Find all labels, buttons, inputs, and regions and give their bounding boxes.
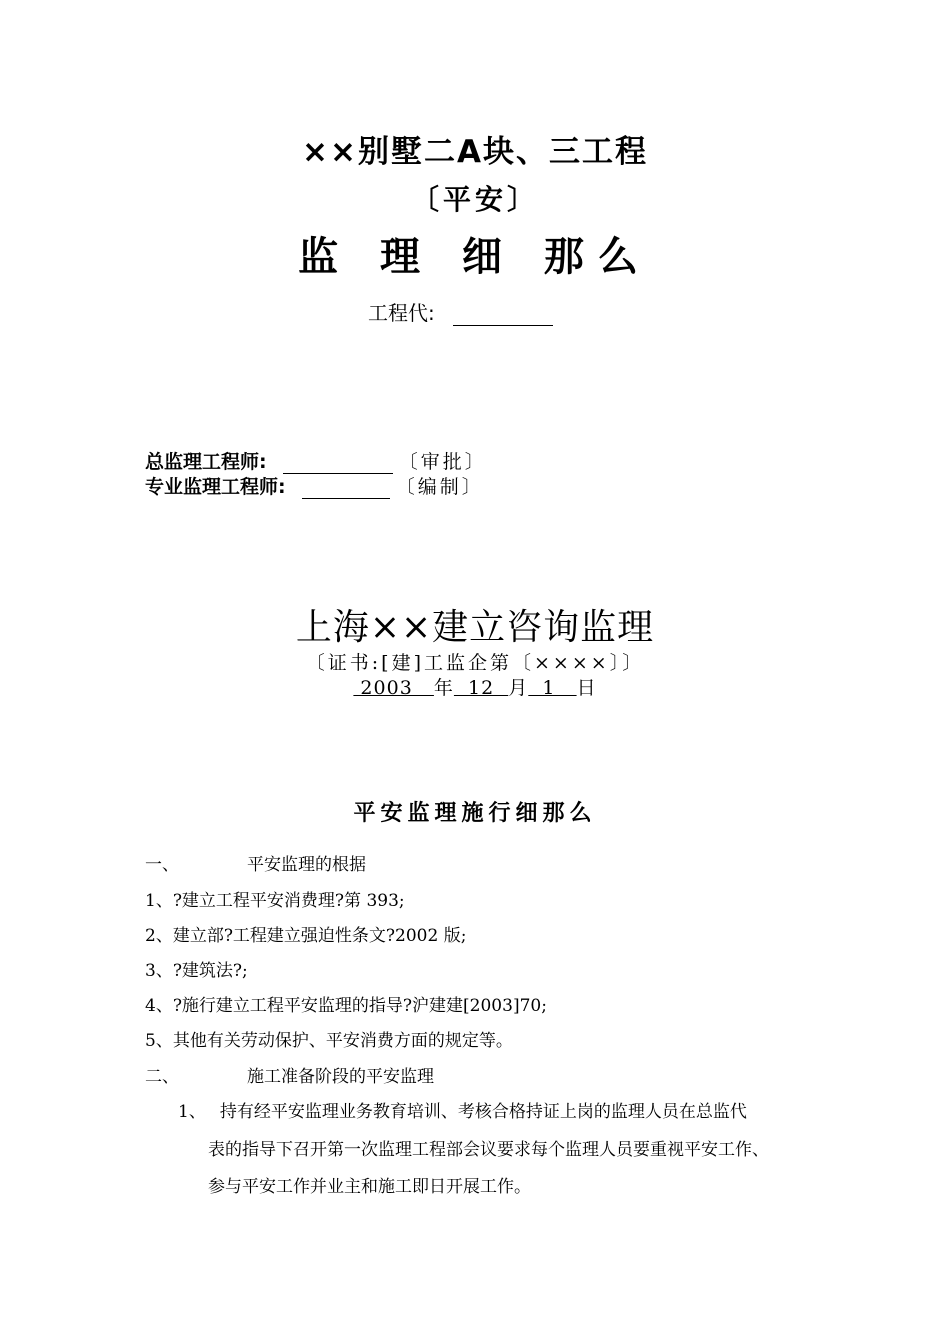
paragraph-1-text-1: 持有经平安监理业务教育培训、考核合格持证上岗的监理人员在总监代 — [219, 1102, 747, 1122]
date-month-unit: 月 — [508, 677, 529, 699]
date-year: 2003 — [353, 677, 434, 699]
specialist-engineer-blank — [302, 478, 390, 499]
chief-engineer-note: 〔审批〕 — [398, 451, 487, 473]
specialist-engineer-label: 专业监理工程师: — [145, 476, 286, 498]
detail-heading: 平安监理施行细那么 — [353, 801, 597, 826]
chief-engineer-row — [145, 447, 487, 474]
date-day: 1 — [528, 677, 577, 699]
certificate-number: 〔证书:[建]工监企第〔××××〕〕 — [305, 652, 645, 674]
chief-engineer-label: 总监理工程师: — [145, 451, 267, 473]
paragraph-1-number: 1、 — [178, 1102, 206, 1122]
section-2-title: 施工准备阶段的平安监理 — [247, 1067, 434, 1087]
paragraph-1-line-1 — [178, 1097, 747, 1122]
basis-item-1: 1、?建立工程平安消费理?第 393; — [145, 891, 405, 911]
section-2-heading — [145, 1062, 434, 1087]
company-name: 上海××建立咨询监理 — [295, 607, 655, 648]
basis-item-5: 5、其他有关劳动保护、平安消费方面的规定等。 — [145, 1031, 513, 1051]
specialist-engineer-note: 〔编制〕 — [395, 476, 484, 498]
date-year-unit: 年 — [433, 677, 454, 699]
paragraph-1-line-2: 表的指导下召开第一次监理工程部会议要求每个监理人员要重视平安工作、 — [208, 1140, 769, 1160]
rules-title: 监 理 细 那么 — [298, 234, 652, 280]
basis-item-2: 2、建立部?工程建立强迫性条文?2002 版; — [145, 926, 467, 946]
section-1-heading — [145, 850, 366, 875]
section-1-title: 平安监理的根据 — [247, 855, 366, 875]
project-code-row — [368, 297, 553, 326]
safety-subtitle: 〔平安〕 — [410, 183, 539, 216]
section-1-number: 一、 — [145, 855, 179, 875]
chief-engineer-blank — [283, 453, 393, 474]
date-month: 12 — [453, 677, 509, 699]
basis-item-4: 4、?施行建立工程平安监理的指导?沪建建[2003]70; — [145, 996, 547, 1016]
basis-item-3: 3、?建筑法?; — [145, 961, 248, 981]
specialist-engineer-row — [145, 472, 484, 499]
issue-date — [0, 673, 950, 700]
project-code-label: 工程代: — [368, 301, 435, 325]
section-2-number: 二、 — [145, 1067, 179, 1087]
project-title: ××别墅二A块、三工程 — [302, 134, 648, 170]
project-code-blank — [453, 305, 553, 326]
date-day-unit: 日 — [576, 677, 597, 699]
paragraph-1-line-3: 参与平安工作并业主和施工即日开展工作。 — [208, 1177, 531, 1197]
